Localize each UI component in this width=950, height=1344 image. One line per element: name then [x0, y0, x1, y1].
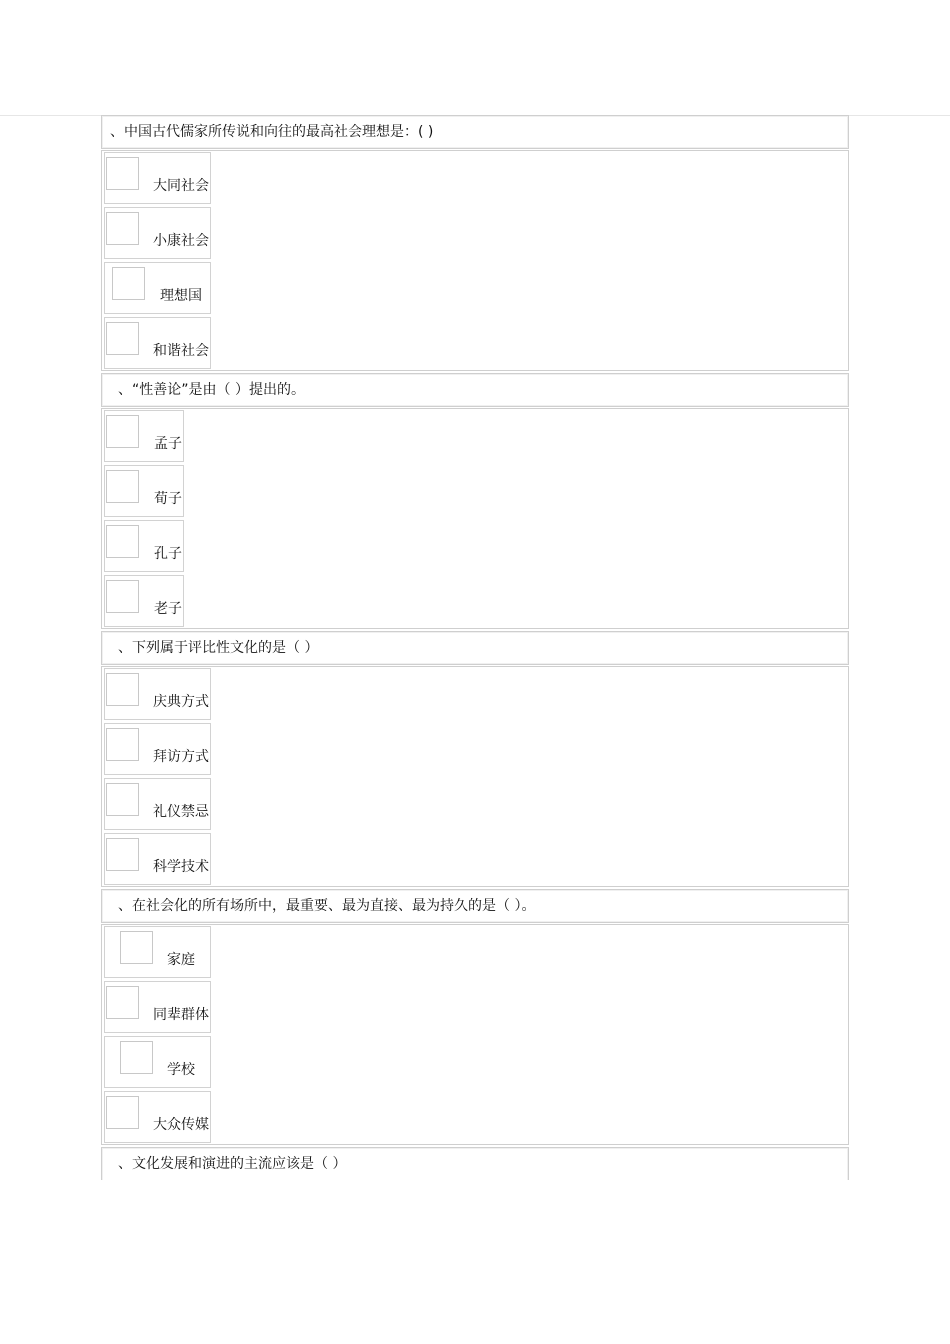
option-4b-label: 同辈群体	[153, 1007, 209, 1023]
question-2-answers	[101, 408, 849, 629]
option-3c-checkbox[interactable]	[106, 783, 139, 816]
question-1-answers	[101, 150, 849, 371]
option-2c-label: 孔子	[154, 546, 182, 562]
question-3-answers	[101, 666, 849, 887]
question-4-title	[101, 889, 849, 923]
option-2c-checkbox[interactable]	[106, 525, 139, 558]
question-4-text: 、在社会化的所有场所中，最重要、最为直接、最为持久的是（ ）。	[118, 898, 536, 914]
question-3-title	[101, 631, 849, 665]
option-3d[interactable]	[104, 833, 211, 885]
option-1a-checkbox[interactable]	[106, 157, 139, 190]
question-1-text: 、中国古代儒家所传说和向往的最高社会理想是：( )	[110, 124, 434, 140]
option-2a-label: 孟子	[154, 436, 182, 452]
option-4d-checkbox[interactable]	[106, 1096, 139, 1129]
option-3a-checkbox[interactable]	[106, 673, 139, 706]
option-2d[interactable]	[104, 575, 184, 627]
option-2b-checkbox[interactable]	[106, 470, 139, 503]
question-5-text: 、文化发展和演进的主流应该是（ ）	[118, 1156, 347, 1172]
option-3b[interactable]	[104, 723, 211, 775]
option-2b[interactable]	[104, 465, 184, 517]
option-3a[interactable]	[104, 668, 211, 720]
option-4a-label: 家庭	[167, 952, 195, 968]
question-3-text: 、下列属于评比性文化的是（ ）	[118, 640, 319, 656]
option-4a[interactable]	[104, 926, 211, 978]
option-3d-checkbox[interactable]	[106, 838, 139, 871]
option-2a[interactable]	[104, 410, 184, 462]
option-1b[interactable]	[104, 207, 211, 259]
question-2-title	[101, 373, 849, 407]
option-1d-checkbox[interactable]	[106, 322, 139, 355]
option-4a-checkbox[interactable]	[120, 931, 153, 964]
option-1a[interactable]	[104, 152, 211, 204]
option-2b-label: 荀子	[154, 491, 182, 507]
option-1d-label: 和谐社会	[153, 343, 209, 359]
option-4c[interactable]	[104, 1036, 211, 1088]
option-3b-checkbox[interactable]	[106, 728, 139, 761]
option-2c[interactable]	[104, 520, 184, 572]
question-2-text: 、“性善论”是由（ ）提出的。	[118, 382, 305, 398]
option-4d-label: 大众传媒	[153, 1117, 209, 1133]
question-1-title	[101, 115, 849, 149]
option-1a-label: 大同社会	[153, 178, 209, 194]
option-3a-label: 庆典方式	[153, 694, 209, 710]
option-4b-checkbox[interactable]	[106, 986, 139, 1019]
option-1b-checkbox[interactable]	[106, 212, 139, 245]
option-1c-checkbox[interactable]	[112, 267, 145, 300]
option-2d-label: 老子	[154, 601, 182, 617]
option-4c-checkbox[interactable]	[120, 1041, 153, 1074]
page-cutoff	[101, 1180, 849, 1181]
question-5-title	[101, 1147, 849, 1181]
option-3d-label: 科学技术	[153, 859, 209, 875]
option-4d[interactable]	[104, 1091, 211, 1143]
option-1b-label: 小康社会	[153, 233, 209, 249]
option-2a-checkbox[interactable]	[106, 415, 139, 448]
option-1c-label: 理想国	[160, 288, 202, 304]
option-4c-label: 学校	[167, 1062, 195, 1078]
question-4-answers	[101, 924, 849, 1145]
option-1d[interactable]	[104, 317, 211, 369]
option-3c[interactable]	[104, 778, 211, 830]
option-1c[interactable]	[104, 262, 211, 314]
option-2d-checkbox[interactable]	[106, 580, 139, 613]
option-3c-label: 礼仪禁忌	[153, 804, 209, 820]
option-4b[interactable]	[104, 981, 211, 1033]
option-3b-label: 拜访方式	[153, 749, 209, 765]
